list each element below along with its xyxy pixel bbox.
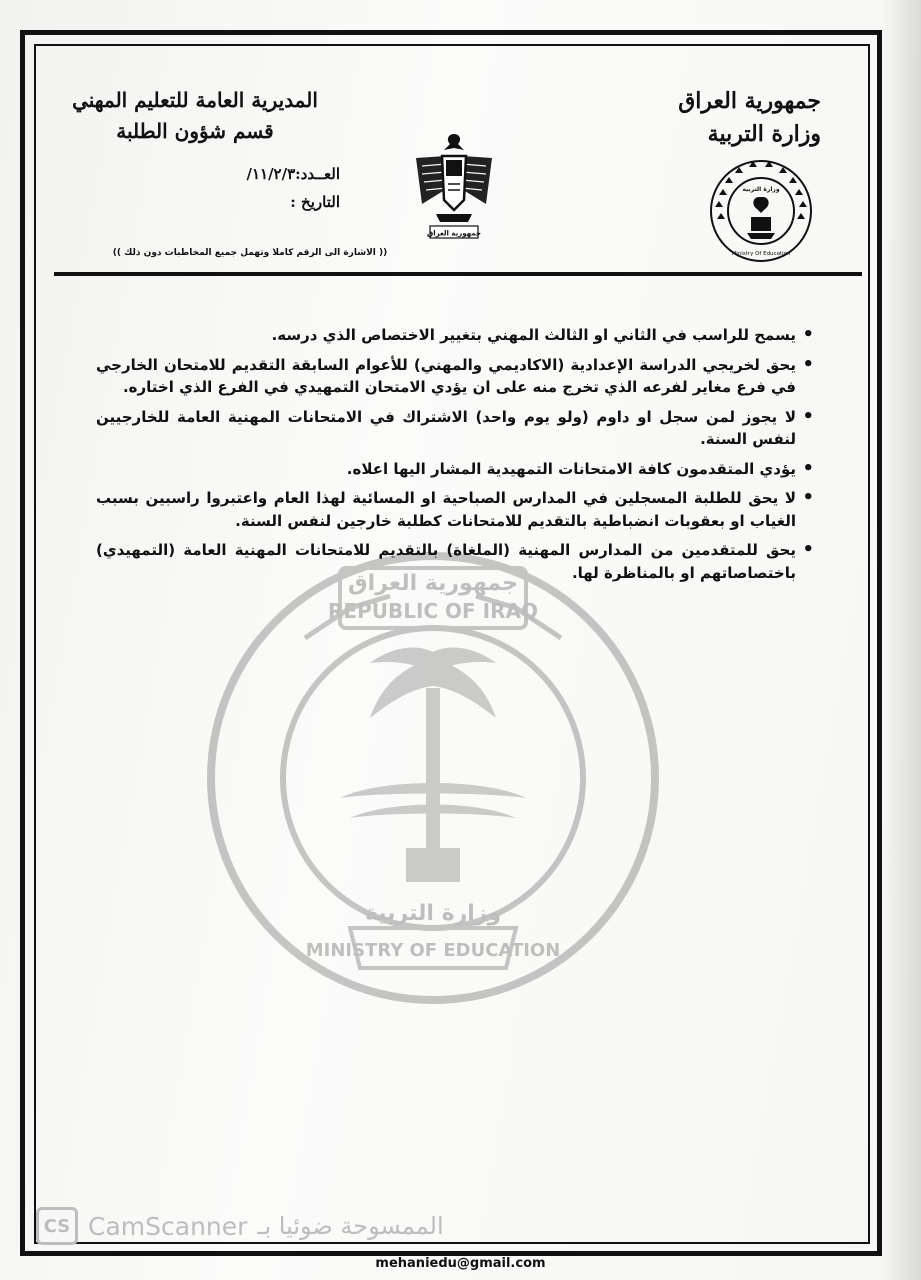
list-item: • يؤدي المتقدمون كافة الامتحانات التمهيدية المشار اليها اعلاه. — [96, 458, 796, 481]
document-body — [96, 324, 816, 591]
header-divider — [54, 272, 862, 276]
ministry-name: وزارة التربية — [707, 121, 821, 147]
header-right-block — [591, 84, 821, 150]
iraq-eagle-emblem-icon — [408, 128, 500, 248]
camscanner-arabic-label: الممسوحة ضوئيا بـ — [257, 1212, 444, 1240]
list-item: • يحق لخريجي الدراسة الإعدادية (الاكاديمي والمهني) للأعوام السابقة التقديم للامتحان الخارجي في فرع مغاير لفرعه الذي تخرج منه على ان يؤدي الامتحان التمهيدي في الفرع الذي اختاره. — [96, 354, 796, 399]
ministry-logo-label: وزارة التربية — [742, 186, 780, 193]
ministry-logo-english: Ministry Of Education — [731, 251, 791, 257]
emblem-caption: جمهورية العراق — [426, 229, 482, 238]
country-name: جمهورية العراق — [678, 88, 821, 114]
reference-number: العــدد:١١/٢/٣/ — [246, 165, 340, 183]
ministry-of-education-logo — [705, 155, 817, 267]
stamp-bottom-arabic: وزارة التربية — [364, 901, 502, 926]
camscanner-name: CamScanner — [88, 1211, 248, 1241]
stamp-bottom-english: MINISTRY OF EDUCATION — [305, 940, 561, 961]
stamp-top-arabic: جمهورية العراق — [348, 571, 518, 596]
date-label: التاريخ : — [290, 193, 340, 211]
stamp-top-english: REPUBLIC OF IRAQ — [328, 599, 538, 623]
directorate-name: المديرية العامة للتعليم المهني — [72, 88, 318, 112]
camscanner-watermark — [36, 1204, 596, 1248]
camscanner-logo-icon: CS — [36, 1207, 78, 1245]
list-item: • يسمح للراسب في الثاني او الثالث المهني بتغيير الاختصاص الذي درسه. — [96, 324, 796, 347]
list-item: • لا يحق للطلبة المسجلين في المدارس الصباحية او المسائية لهذا العام واعتبروا راسبين بسبب الغياب او بعقوبات انضباطية بالتقديم للامتحانات كطلبة خارجين لنفس السنة. — [96, 487, 796, 532]
department-name: قسم شؤون الطلبة — [116, 119, 274, 143]
ministry-seal-stamp — [190, 548, 676, 1008]
list-item: • يحق للمتقدمين من المدارس المهنية (الملغاة) بالتقديم للامتحانات المهنية العامة (التمهيدي) باختصاصاتهم او بالمناظرة لها. — [96, 539, 796, 584]
contact-email: mehaniedu@gmail.com — [375, 1256, 546, 1271]
header-left-block — [70, 84, 320, 146]
reference-note: (( الاشارة الى الرقم كاملا وتهمل جميع المخاطبات دون ذلك )) — [112, 248, 388, 258]
page-edge-shadow — [881, 0, 921, 1280]
list-item: • لا يجوز لمن سجل او داوم (ولو يوم واحد) الاشتراك في الامتحانات المهنية العامة للخارجيين لنفس السنة. — [96, 406, 796, 451]
conditions-list — [96, 324, 816, 584]
reference-block — [190, 160, 340, 216]
